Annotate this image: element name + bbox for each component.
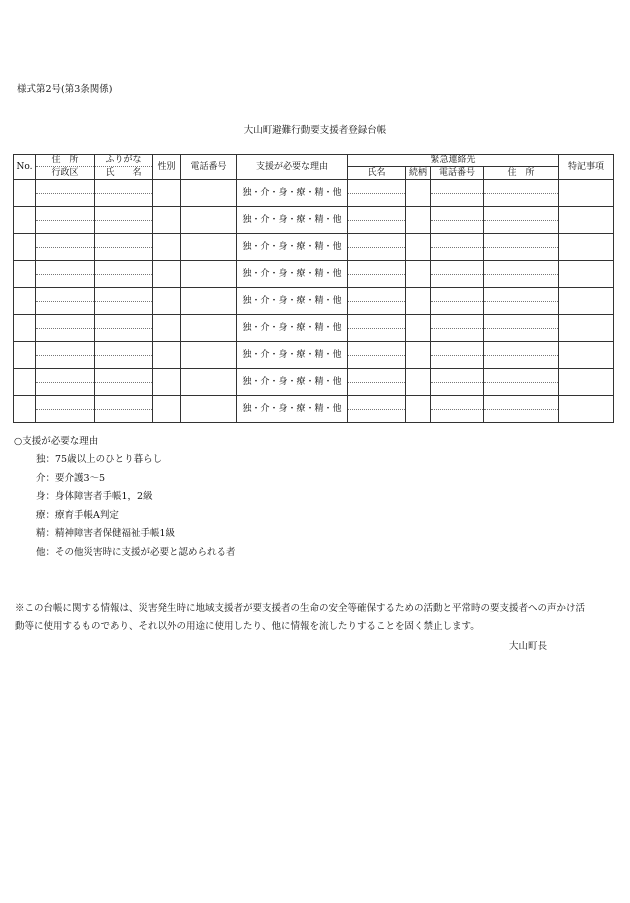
- entry-phone-cell[interactable]: [181, 234, 237, 261]
- signature: 大山町長: [509, 641, 548, 652]
- entry-no-cell[interactable]: [14, 207, 36, 234]
- entry-emergency-name-cell-2[interactable]: [348, 274, 406, 288]
- entry-furigana-cell[interactable]: [95, 261, 153, 275]
- entry-remarks-cell[interactable]: [559, 234, 614, 261]
- entry-phone-cell[interactable]: [181, 315, 237, 342]
- entry-emergency-phone-cell-2[interactable]: [431, 220, 484, 234]
- header-emergency-contact: 緊急連絡先: [348, 155, 559, 167]
- entry-address-cell[interactable]: [36, 396, 95, 410]
- entry-emergency-name-cell[interactable]: [348, 288, 406, 302]
- entry-reason-cell[interactable]: 独・介・身・療・精・他: [237, 315, 348, 342]
- entry-emergency-phone-cell[interactable]: [431, 396, 484, 410]
- header-address: 住 所: [36, 155, 95, 167]
- entry-emergency-address-cell[interactable]: [484, 180, 559, 194]
- entry-district-cell[interactable]: [36, 274, 95, 288]
- entry-address-cell[interactable]: [36, 207, 95, 221]
- entry-name-cell[interactable]: [95, 274, 153, 288]
- entry-emergency-phone-cell-2[interactable]: [431, 328, 484, 342]
- entry-emergency-phone-cell[interactable]: [431, 207, 484, 221]
- entry-name-cell[interactable]: [95, 193, 153, 207]
- entry-emergency-address-cell[interactable]: [484, 396, 559, 410]
- entry-name-cell[interactable]: [95, 382, 153, 396]
- entry-emergency-phone-cell[interactable]: [431, 261, 484, 275]
- entry-emergency-address-cell-2[interactable]: [484, 274, 559, 288]
- entry-emergency-name-cell-2[interactable]: [348, 328, 406, 342]
- entry-emergency-phone-cell-2[interactable]: [431, 247, 484, 261]
- entry-district-cell[interactable]: [36, 247, 95, 261]
- entry-gender-cell[interactable]: [153, 261, 181, 288]
- entry-name-cell[interactable]: [95, 409, 153, 423]
- entry-emergency-name-cell-2[interactable]: [348, 355, 406, 369]
- entry-emergency-name-cell[interactable]: [348, 369, 406, 383]
- entry-no-cell[interactable]: [14, 369, 36, 396]
- entry-emergency-address-cell[interactable]: [484, 234, 559, 248]
- header-remarks: 特記事項: [559, 155, 614, 180]
- entry-emergency-phone-cell-2[interactable]: [431, 409, 484, 423]
- entry-furigana-cell[interactable]: [95, 180, 153, 194]
- entry-emergency-name-cell-2[interactable]: [348, 301, 406, 315]
- entry-reason-cell[interactable]: 独・介・身・療・精・他: [237, 396, 348, 423]
- header-no: No.: [14, 155, 36, 180]
- entry-gender-cell[interactable]: [153, 369, 181, 396]
- entry-emergency-address-cell-2[interactable]: [484, 220, 559, 234]
- entry-no-cell[interactable]: [14, 396, 36, 423]
- entry-no-cell[interactable]: [14, 315, 36, 342]
- entry-emergency-address-cell-2[interactable]: [484, 328, 559, 342]
- entry-address-cell[interactable]: [36, 180, 95, 194]
- legend-item: 精：精神障害者保健福祉手帳1級: [36, 528, 176, 539]
- entry-emergency-address-cell[interactable]: [484, 288, 559, 302]
- entry-emergency-address-cell-2[interactable]: [484, 193, 559, 207]
- entry-reason-cell[interactable]: 独・介・身・療・精・他: [237, 342, 348, 369]
- entry-furigana-cell[interactable]: [95, 288, 153, 302]
- entry-gender-cell[interactable]: [153, 315, 181, 342]
- entry-remarks-cell[interactable]: [559, 207, 614, 234]
- entry-furigana-cell[interactable]: [95, 315, 153, 329]
- entry-name-cell[interactable]: [95, 328, 153, 342]
- entry-emergency-name-cell-2[interactable]: [348, 220, 406, 234]
- legend-item: 療：療育手帳A判定: [36, 509, 119, 521]
- entry-gender-cell[interactable]: [153, 234, 181, 261]
- entry-emergency-phone-cell[interactable]: [431, 180, 484, 194]
- header-gender: 性別: [153, 155, 181, 180]
- entry-emergency-address-cell-2[interactable]: [484, 409, 559, 423]
- entry-address-cell[interactable]: [36, 369, 95, 383]
- entry-emergency-relation-cell[interactable]: [406, 234, 431, 261]
- entry-emergency-address-cell-2[interactable]: [484, 247, 559, 261]
- entry-emergency-name-cell[interactable]: [348, 396, 406, 410]
- header-phone: 電話番号: [181, 155, 237, 180]
- usage-notice-line-2: 動等に使用するものであり、それ以外の用途に使用したり、他に情報を流したりすることを固く禁止します。: [15, 621, 480, 632]
- entry-emergency-phone-cell-2[interactable]: [431, 382, 484, 396]
- entry-no-cell[interactable]: [14, 234, 36, 261]
- entry-gender-cell[interactable]: [153, 396, 181, 423]
- entry-emergency-phone-cell[interactable]: [431, 369, 484, 383]
- entry-gender-cell[interactable]: [153, 207, 181, 234]
- entry-emergency-phone-cell[interactable]: [431, 234, 484, 248]
- entry-reason-cell[interactable]: 独・介・身・療・精・他: [237, 288, 348, 315]
- entry-emergency-name-cell-2[interactable]: [348, 409, 406, 423]
- entry-furigana-cell[interactable]: [95, 369, 153, 383]
- form-number: 様式第2号(第3条関係): [17, 84, 113, 95]
- entry-emergency-relation-cell[interactable]: [406, 261, 431, 288]
- entry-emergency-address-cell[interactable]: [484, 315, 559, 329]
- entry-remarks-cell[interactable]: [559, 342, 614, 369]
- entry-remarks-cell[interactable]: [559, 369, 614, 396]
- entry-phone-cell[interactable]: [181, 288, 237, 315]
- entry-phone-cell[interactable]: [181, 342, 237, 369]
- entry-emergency-address-cell[interactable]: [484, 342, 559, 356]
- entry-emergency-name-cell-2[interactable]: [348, 193, 406, 207]
- entry-emergency-address-cell-2[interactable]: [484, 382, 559, 396]
- entry-no-cell[interactable]: [14, 261, 36, 288]
- entry-emergency-address-cell-2[interactable]: [484, 355, 559, 369]
- header-emergency-name: 氏名: [348, 167, 406, 180]
- entry-reason-cell[interactable]: 独・介・身・療・精・他: [237, 369, 348, 396]
- entry-gender-cell[interactable]: [153, 288, 181, 315]
- entry-emergency-phone-cell-2[interactable]: [431, 301, 484, 315]
- legend-item: 他：その他災害時に支援が必要と認められる者: [36, 546, 236, 558]
- entry-emergency-phone-cell[interactable]: [431, 315, 484, 329]
- entry-district-cell[interactable]: [36, 301, 95, 315]
- entry-reason-cell[interactable]: 独・介・身・療・精・他: [237, 180, 348, 207]
- entry-remarks-cell[interactable]: [559, 261, 614, 288]
- entry-phone-cell[interactable]: [181, 396, 237, 423]
- entry-emergency-address-cell[interactable]: [484, 369, 559, 383]
- header-furigana: ふりがな: [95, 155, 153, 167]
- entry-reason-cell[interactable]: 独・介・身・療・精・他: [237, 261, 348, 288]
- header-reason: 支援が必要な理由: [237, 155, 348, 180]
- entry-district-cell[interactable]: [36, 328, 95, 342]
- entry-reason-cell[interactable]: 独・介・身・療・精・他: [237, 207, 348, 234]
- entry-emergency-relation-cell[interactable]: [406, 342, 431, 369]
- entry-gender-cell[interactable]: [153, 180, 181, 207]
- header-name: 氏 名: [95, 167, 153, 180]
- entry-emergency-name-cell[interactable]: [348, 315, 406, 329]
- entry-district-cell[interactable]: [36, 220, 95, 234]
- entry-district-cell[interactable]: [36, 355, 95, 369]
- entry-emergency-name-cell-2[interactable]: [348, 247, 406, 261]
- entry-remarks-cell[interactable]: [559, 180, 614, 207]
- entry-emergency-name-cell[interactable]: [348, 342, 406, 356]
- entry-emergency-name-cell-2[interactable]: [348, 382, 406, 396]
- entry-furigana-cell[interactable]: [95, 234, 153, 248]
- entry-name-cell[interactable]: [95, 247, 153, 261]
- entry-emergency-phone-cell-2[interactable]: [431, 193, 484, 207]
- entry-emergency-relation-cell[interactable]: [406, 207, 431, 234]
- entry-address-cell[interactable]: [36, 315, 95, 329]
- legend-heading: ○支援が必要な理由: [14, 436, 99, 447]
- entry-furigana-cell[interactable]: [95, 396, 153, 410]
- entry-emergency-address-cell[interactable]: [484, 261, 559, 275]
- entry-remarks-cell[interactable]: [559, 396, 614, 423]
- entry-phone-cell[interactable]: [181, 180, 237, 207]
- entry-gender-cell[interactable]: [153, 342, 181, 369]
- entry-no-cell[interactable]: [14, 288, 36, 315]
- entry-emergency-name-cell[interactable]: [348, 207, 406, 221]
- entry-phone-cell[interactable]: [181, 261, 237, 288]
- entry-address-cell[interactable]: [36, 288, 95, 302]
- entry-reason-cell[interactable]: 独・介・身・療・精・他: [237, 234, 348, 261]
- entry-emergency-phone-cell[interactable]: [431, 288, 484, 302]
- entry-remarks-cell[interactable]: [559, 315, 614, 342]
- entry-district-cell[interactable]: [36, 193, 95, 207]
- entry-emergency-relation-cell[interactable]: [406, 315, 431, 342]
- entry-emergency-address-cell-2[interactable]: [484, 301, 559, 315]
- entry-emergency-address-cell[interactable]: [484, 207, 559, 221]
- entry-district-cell[interactable]: [36, 409, 95, 423]
- entry-address-cell[interactable]: [36, 342, 95, 356]
- legend-item: 独：75歳以上のひとり暮らし: [36, 454, 163, 465]
- entry-name-cell[interactable]: [95, 355, 153, 369]
- entry-emergency-name-cell[interactable]: [348, 234, 406, 248]
- entry-furigana-cell[interactable]: [95, 207, 153, 221]
- registration-ledger-table: [13, 154, 614, 423]
- entry-no-cell[interactable]: [14, 342, 36, 369]
- document-title: 大山町避難行動要支援者登録台帳: [243, 125, 387, 136]
- entry-emergency-name-cell[interactable]: [348, 261, 406, 275]
- entry-name-cell[interactable]: [95, 220, 153, 234]
- entry-emergency-phone-cell-2[interactable]: [431, 355, 484, 369]
- entry-name-cell[interactable]: [95, 301, 153, 315]
- entry-phone-cell[interactable]: [181, 207, 237, 234]
- header-district: 行政区: [36, 167, 95, 180]
- entry-address-cell[interactable]: [36, 261, 95, 275]
- usage-notice-line-1: ※この台帳に関する情報は、災害発生時に地域支援者が要支援者の生命の安全等確保するための活動と平常時の要支援者への声かけ活: [15, 603, 586, 614]
- entry-phone-cell[interactable]: [181, 369, 237, 396]
- entry-emergency-phone-cell-2[interactable]: [431, 274, 484, 288]
- entry-furigana-cell[interactable]: [95, 342, 153, 356]
- entry-no-cell[interactable]: [14, 180, 36, 207]
- entry-remarks-cell[interactable]: [559, 288, 614, 315]
- entry-emergency-relation-cell[interactable]: [406, 288, 431, 315]
- header-emergency-phone: 電話番号: [431, 167, 484, 180]
- entry-emergency-relation-cell[interactable]: [406, 396, 431, 423]
- legend-item: 介：要介護3～5: [36, 472, 106, 484]
- header-emergency-address: 住 所: [484, 167, 559, 180]
- header-emergency-relation: 続柄: [406, 167, 431, 180]
- entry-address-cell[interactable]: [36, 234, 95, 248]
- entry-emergency-relation-cell[interactable]: [406, 180, 431, 207]
- entry-emergency-name-cell[interactable]: [348, 180, 406, 194]
- entry-district-cell[interactable]: [36, 382, 95, 396]
- entry-emergency-relation-cell[interactable]: [406, 369, 431, 396]
- entry-emergency-phone-cell[interactable]: [431, 342, 484, 356]
- legend-item: 身：身体障害者手帳1，2級: [36, 491, 153, 502]
